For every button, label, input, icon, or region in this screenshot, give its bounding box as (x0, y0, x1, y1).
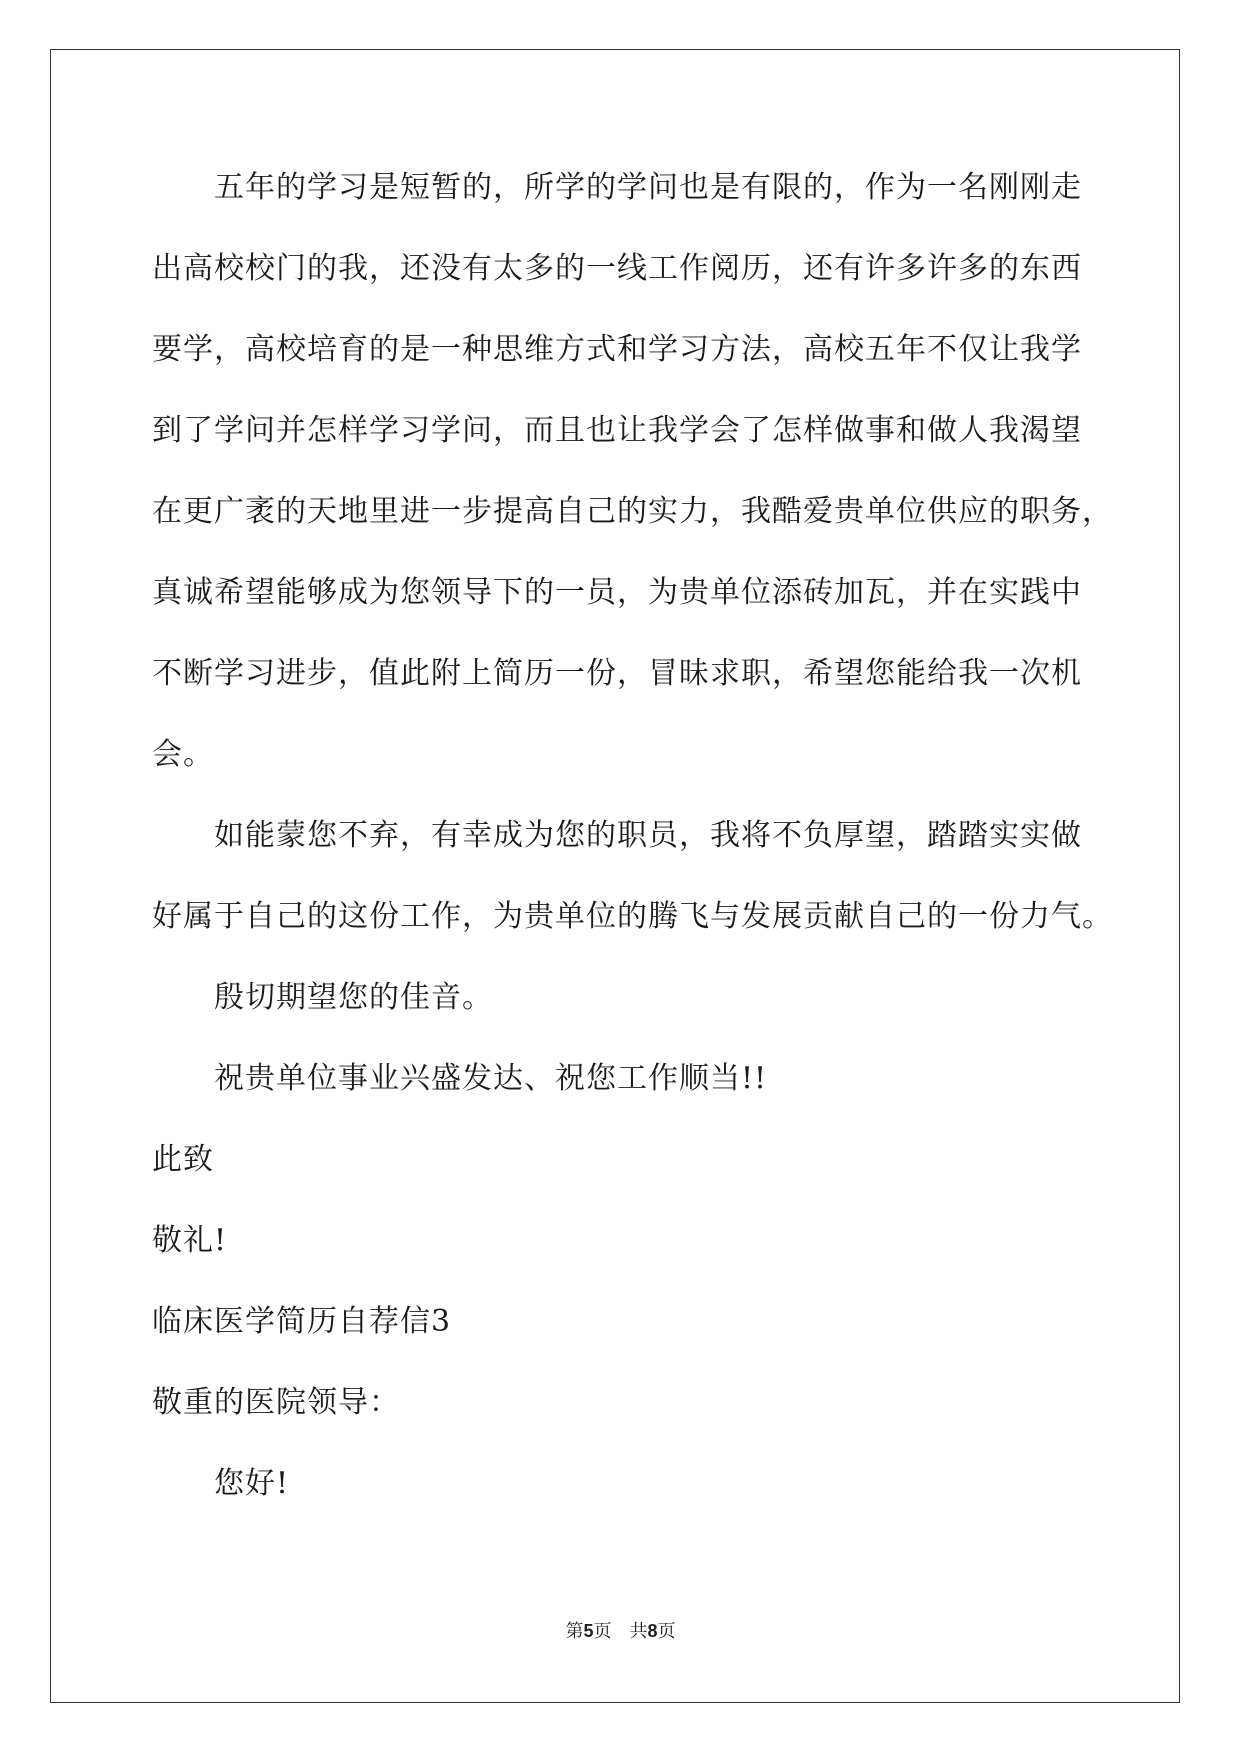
letter-greeting: 您好! (214, 1466, 290, 1501)
paragraph-line: 不断学习进步，值此附上简历一份，冒昧求职，希望您能给我一次机 (152, 656, 1082, 691)
closing-wish: 殷切期望您的佳音。 (214, 980, 493, 1015)
section-heading: 临床医学简历自荐信3 (152, 1304, 452, 1339)
paragraph-line: 在更广袤的天地里进一步提高自己的实力，我酷爱贵单位供应的职务， (152, 494, 1113, 529)
salutation-ci-zhi: 此致 (152, 1142, 214, 1177)
footer-suffix: 页 (657, 1621, 676, 1642)
footer-mid: 页 共 (593, 1621, 648, 1642)
closing-blessing: 祝贵单位事业兴盛发达、祝您工作顺当!! (214, 1061, 768, 1096)
paragraph-line: 五年的学习是短暂的，所学的学问也是有限的，作为一名刚刚走 (214, 170, 1082, 205)
salutation-jing-li: 敬礼! (152, 1223, 228, 1258)
paragraph-line: 如能蒙您不弃，有幸成为您的职员，我将不负厚望，踏踏实实做 (214, 818, 1082, 853)
letter-body (152, 160, 1113, 1537)
paragraph-line: 会。 (152, 737, 214, 772)
total-page-number: 8 (647, 1621, 658, 1641)
page-footer (0, 1617, 1241, 1643)
paragraph-line: 好属于自己的这份工作，为贵单位的腾飞与发展贡献自己的一份力气。 (152, 899, 1113, 934)
paragraph-line: 要学，高校培育的是一种思维方式和学习方法，高校五年不仅让我学 (152, 332, 1082, 367)
paragraph-line: 到了学问并怎样学习学问，而且也让我学会了怎样做事和做人我渴望 (152, 413, 1082, 448)
footer-prefix: 第 (565, 1621, 584, 1642)
letter-greeting-recipient: 敬重的医院领导： (152, 1385, 400, 1420)
current-page-number: 5 (583, 1621, 594, 1641)
paragraph-line: 出高校校门的我，还没有太多的一线工作阅历，还有许多许多的东西 (152, 251, 1082, 286)
paragraph-line: 真诚希望能够成为您领导下的一员，为贵单位添砖加瓦，并在实践中 (152, 575, 1082, 610)
